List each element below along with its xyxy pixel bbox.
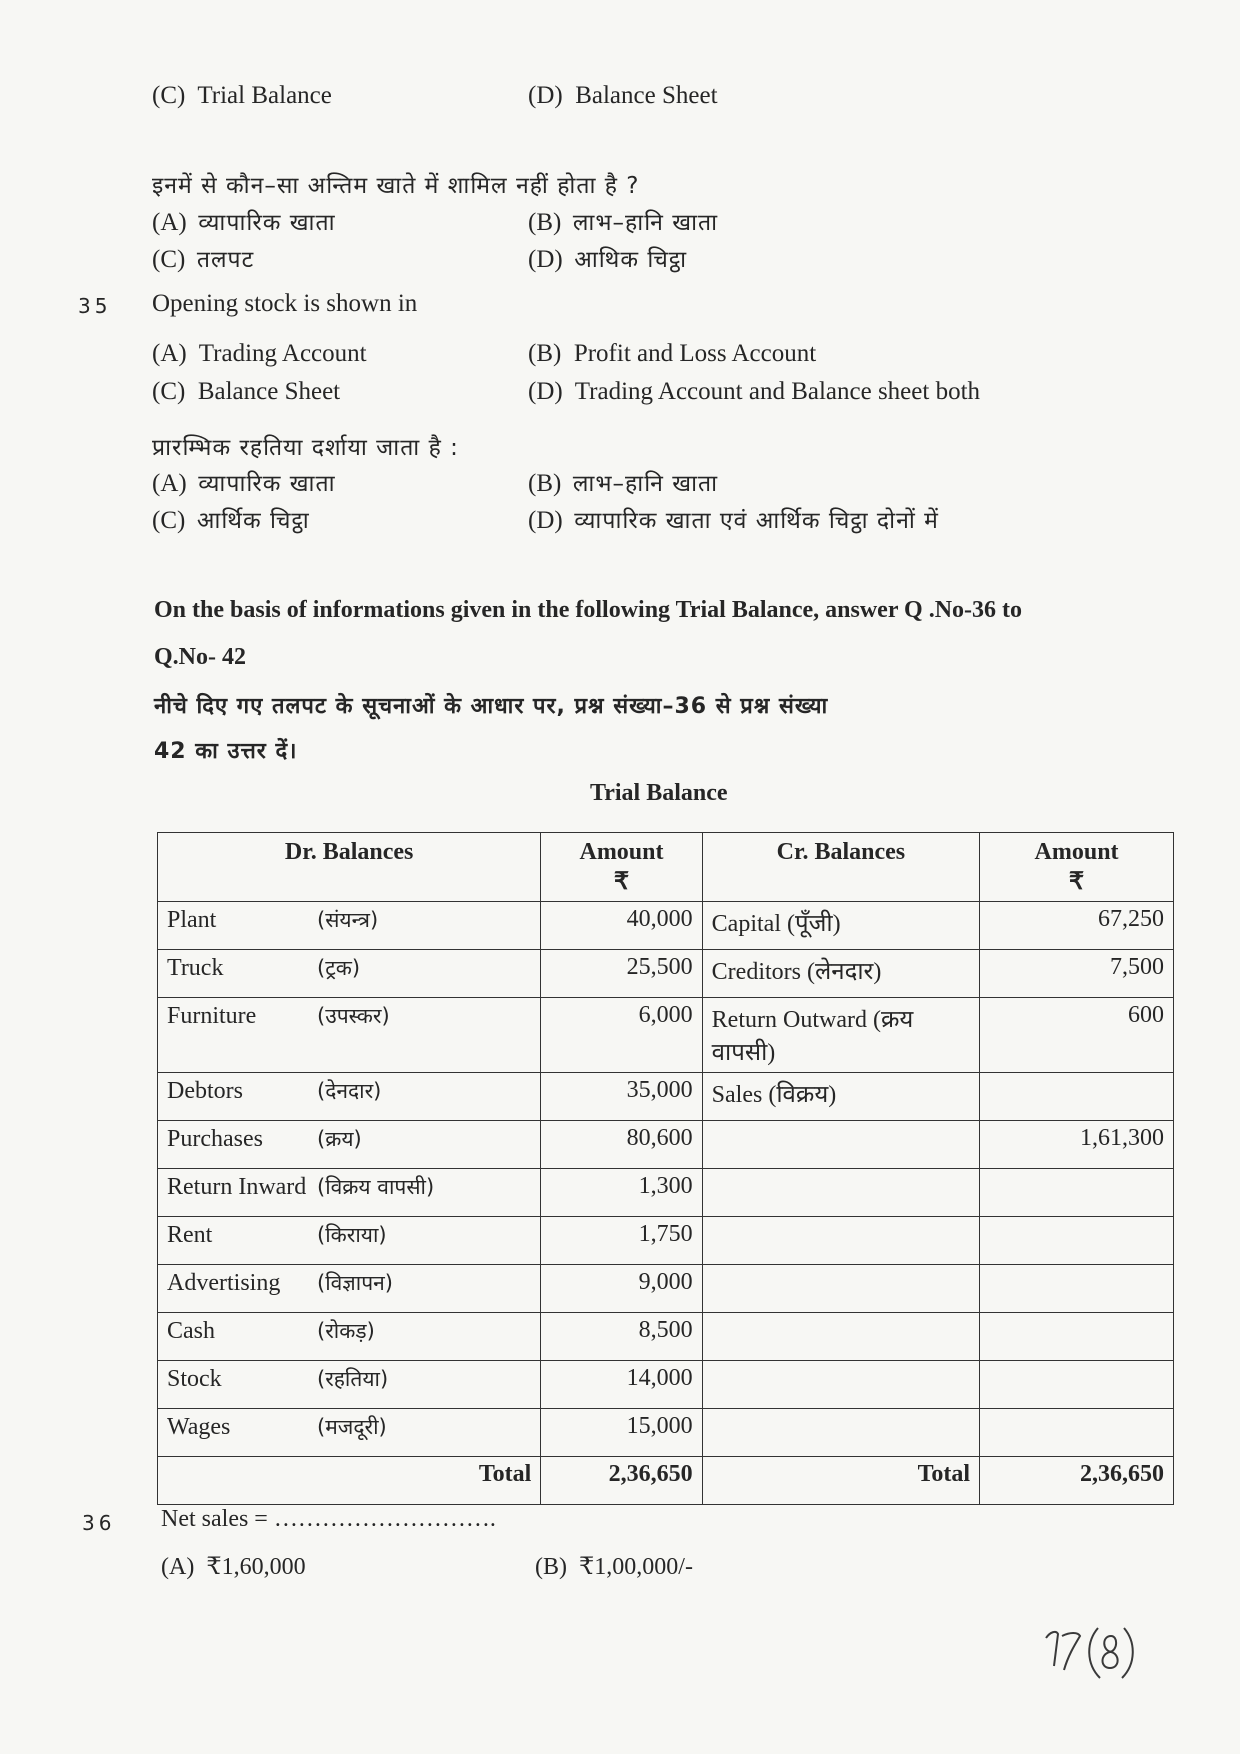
cr-account-name: Creditors (लेनदार): [711, 959, 882, 985]
option-text: Trading Account and Balance sheet both: [574, 378, 981, 405]
option-b: [528, 340, 816, 368]
header-amount: Amount ₹: [980, 833, 1174, 902]
dr-account-cell: [158, 1361, 541, 1409]
option-b: [528, 205, 718, 237]
option-letter: (C): [152, 507, 186, 534]
option-letter: (B): [528, 340, 562, 367]
option-text: ₹1,00,000/-: [579, 1554, 693, 1580]
dr-total: 2,36,650: [541, 1457, 702, 1505]
option-text: Balance Sheet: [575, 82, 718, 109]
option-letter: (D): [528, 82, 563, 109]
question-text: Net sales = ……………………….: [161, 1506, 496, 1532]
option-a: [161, 1552, 306, 1581]
option-letter: (A): [152, 470, 187, 497]
cr-account-name: Return Outward (क्रय वापसी): [711, 1007, 914, 1066]
cr-account-cell: [702, 1409, 979, 1457]
question-hindi: प्रारम्भिक रहतिया दर्शाया जाता है :: [152, 435, 459, 461]
dr-amount-cell: 1,300: [541, 1169, 702, 1217]
option-text: Trading Account: [198, 340, 367, 367]
dr-amount-cell: 80,600: [541, 1121, 702, 1169]
option-d: [528, 242, 687, 274]
option-text: तलपट: [196, 247, 255, 273]
cr-account-cell: [702, 1217, 979, 1265]
dr-account-name: Rent: [167, 1222, 213, 1248]
cr-amount-cell: 7,500: [980, 950, 1174, 998]
cr-amount-cell: [980, 1217, 1174, 1265]
dr-account-cell: [158, 950, 541, 998]
option-text: आर्थिक चिट्ठा: [196, 508, 310, 534]
cr-amount-cell: [980, 1265, 1174, 1313]
dr-account-hindi: (विक्रय वापसी): [317, 1175, 435, 1199]
dr-account-cell: [158, 998, 541, 1073]
option-letter: (B): [528, 209, 562, 236]
dr-account-hindi: (ट्रक): [317, 956, 361, 980]
cr-amount-cell: 600: [980, 998, 1174, 1073]
dr-account-cell: [158, 1265, 541, 1313]
option-letter: (A): [152, 340, 187, 367]
option-letter: (C): [152, 378, 186, 405]
option-letter: (B): [528, 470, 562, 497]
dr-account-hindi: (रहतिया): [317, 1367, 389, 1391]
cr-amount-cell: [980, 1169, 1174, 1217]
dr-account-name: Cash: [167, 1318, 215, 1344]
cr-amount-cell: [980, 1361, 1174, 1409]
dr-account-cell: [158, 1217, 541, 1265]
total-label: Total: [158, 1457, 541, 1505]
cr-amount-cell: [980, 1409, 1174, 1457]
option-a: [152, 466, 336, 498]
option-d: [528, 378, 980, 406]
cr-account-cell: [702, 1121, 979, 1169]
option-text: Trial Balance: [197, 82, 332, 109]
question-hindi: इनमें से कौन–सा अन्तिम खाते में शामिल नहीं होता है ?: [152, 173, 640, 199]
dr-account-cell: [158, 1169, 541, 1217]
dr-account-cell: [158, 1073, 541, 1121]
dr-account-cell: [158, 902, 541, 950]
dr-account-cell: [158, 1313, 541, 1361]
dr-amount-cell: 40,000: [541, 902, 702, 950]
instruction-hindi: 42 का उत्तर दें।: [154, 739, 298, 764]
cr-account-cell: [702, 902, 979, 950]
table-row: [158, 1073, 1174, 1121]
table-row: [158, 1121, 1174, 1169]
option-c: [152, 378, 340, 406]
dr-account-cell: [158, 1409, 541, 1457]
header-cr-balances: Cr. Balances: [702, 833, 979, 902]
option-text: Balance Sheet: [197, 378, 341, 405]
dr-account-name: Debtors: [167, 1078, 243, 1104]
option-text: व्यापारिक खाता एवं आर्थिक चिट्ठा दोनों में: [574, 508, 939, 534]
dr-account-hindi: (मजदूरी): [317, 1415, 387, 1439]
cr-total: 2,36,650: [980, 1457, 1174, 1505]
option-b: [535, 1552, 693, 1581]
cr-account-cell: [702, 1073, 979, 1121]
cr-account-cell: [702, 1361, 979, 1409]
dr-amount-cell: 1,750: [541, 1217, 702, 1265]
option-b: [528, 466, 718, 498]
dr-account-name: Truck: [167, 955, 224, 981]
option-a: [152, 205, 336, 237]
option-c: [152, 82, 332, 110]
table-total-row: [158, 1457, 1174, 1505]
dr-account-hindi: (क्रय): [317, 1127, 362, 1151]
question-text: Opening stock is shown in: [152, 290, 418, 317]
option-text: Profit and Loss Account: [573, 340, 817, 367]
option-text: लाभ–हानि खाता: [572, 210, 719, 236]
dr-account-name: Stock: [167, 1366, 222, 1392]
instruction-hindi: नीचे दिए गए तलपट के सूचनाओं के आधार पर, प्रश्न संख्या–36 से प्रश्न संख्या: [154, 694, 829, 719]
dr-account-hindi: (रोकड़): [317, 1319, 375, 1343]
option-d: [528, 503, 939, 535]
option-letter: (D): [528, 507, 563, 534]
dr-account-name: Wages: [167, 1414, 231, 1440]
dr-amount-cell: 25,500: [541, 950, 702, 998]
dr-account-name: Advertising: [167, 1270, 281, 1296]
total-label: Total: [702, 1457, 979, 1505]
table-row: [158, 1361, 1174, 1409]
cr-amount-cell: 67,250: [980, 902, 1174, 950]
cr-amount-cell: 1,61,300: [980, 1121, 1174, 1169]
cr-account-cell: [702, 950, 979, 998]
rupee-symbol: ₹: [613, 869, 630, 895]
cr-account-name: Sales (विक्रय): [711, 1082, 837, 1108]
rupee-symbol: ₹: [1068, 869, 1085, 895]
dr-account-name: Plant: [167, 907, 217, 933]
dr-account-name: Purchases: [167, 1126, 263, 1152]
option-text: लाभ–हानि खाता: [572, 471, 719, 497]
handwritten-page-mark: [1040, 1620, 1140, 1690]
cr-amount-cell: [980, 1313, 1174, 1361]
dr-amount-cell: 9,000: [541, 1265, 702, 1313]
table-row: [158, 1265, 1174, 1313]
option-letter: (C): [152, 246, 186, 273]
option-letter: (B): [535, 1554, 567, 1580]
question-number: 35: [78, 294, 112, 318]
option-a: [152, 340, 367, 368]
table-row: [158, 998, 1174, 1073]
table-row: [158, 1217, 1174, 1265]
instruction-english: On the basis of informations given in the following Trial Balance, answer Q .No-36 to: [154, 597, 1023, 623]
cr-account-name: Capital (पूँजी): [711, 911, 841, 937]
option-text: व्यापारिक खाता: [198, 210, 336, 236]
dr-account-hindi: (किराया): [317, 1223, 387, 1247]
table-row: [158, 1409, 1174, 1457]
table-row: [158, 1313, 1174, 1361]
option-letter: (A): [152, 209, 187, 236]
dr-account-hindi: (संयन्त्र): [317, 908, 379, 932]
cr-account-cell: [702, 998, 979, 1073]
cr-account-cell: [702, 1169, 979, 1217]
dr-account-cell: [158, 1121, 541, 1169]
option-c: [152, 242, 254, 274]
option-letter: (A): [161, 1554, 195, 1580]
option-letter: (D): [528, 246, 563, 273]
dr-account-hindi: (विज्ञापन): [317, 1271, 393, 1295]
option-d: [528, 82, 718, 110]
dr-amount-cell: 35,000: [541, 1073, 702, 1121]
table-row: [158, 950, 1174, 998]
table-row: [158, 902, 1174, 950]
option-letter: (D): [528, 378, 563, 405]
dr-account-name: Return Inward: [167, 1174, 307, 1200]
dr-account-hindi: (देनदार): [317, 1079, 382, 1103]
header-dr-balances: Dr. Balances: [158, 833, 541, 902]
cr-account-cell: [702, 1313, 979, 1361]
dr-amount-cell: 6,000: [541, 998, 702, 1073]
table-header-row: [158, 833, 1174, 902]
dr-amount-cell: 15,000: [541, 1409, 702, 1457]
cr-account-cell: [702, 1265, 979, 1313]
cr-amount-cell: [980, 1073, 1174, 1121]
table-row: [158, 1169, 1174, 1217]
dr-account-name: Furniture: [167, 1003, 257, 1029]
trial-balance-table: [157, 832, 1174, 1505]
table-title: Trial Balance: [590, 780, 728, 806]
question-number: 36: [82, 1511, 116, 1535]
option-text: आथिक चिट्ठा: [574, 247, 688, 273]
dr-account-hindi: (उपस्कर): [317, 1004, 390, 1028]
dr-amount-cell: 14,000: [541, 1361, 702, 1409]
header-amount: Amount ₹: [541, 833, 702, 902]
option-text: ₹1,60,000: [206, 1554, 306, 1580]
option-letter: (C): [152, 82, 186, 109]
option-c: [152, 503, 310, 535]
dr-amount-cell: 8,500: [541, 1313, 702, 1361]
instruction-english: Q.No- 42: [154, 644, 246, 670]
option-text: व्यापारिक खाता: [198, 471, 336, 497]
